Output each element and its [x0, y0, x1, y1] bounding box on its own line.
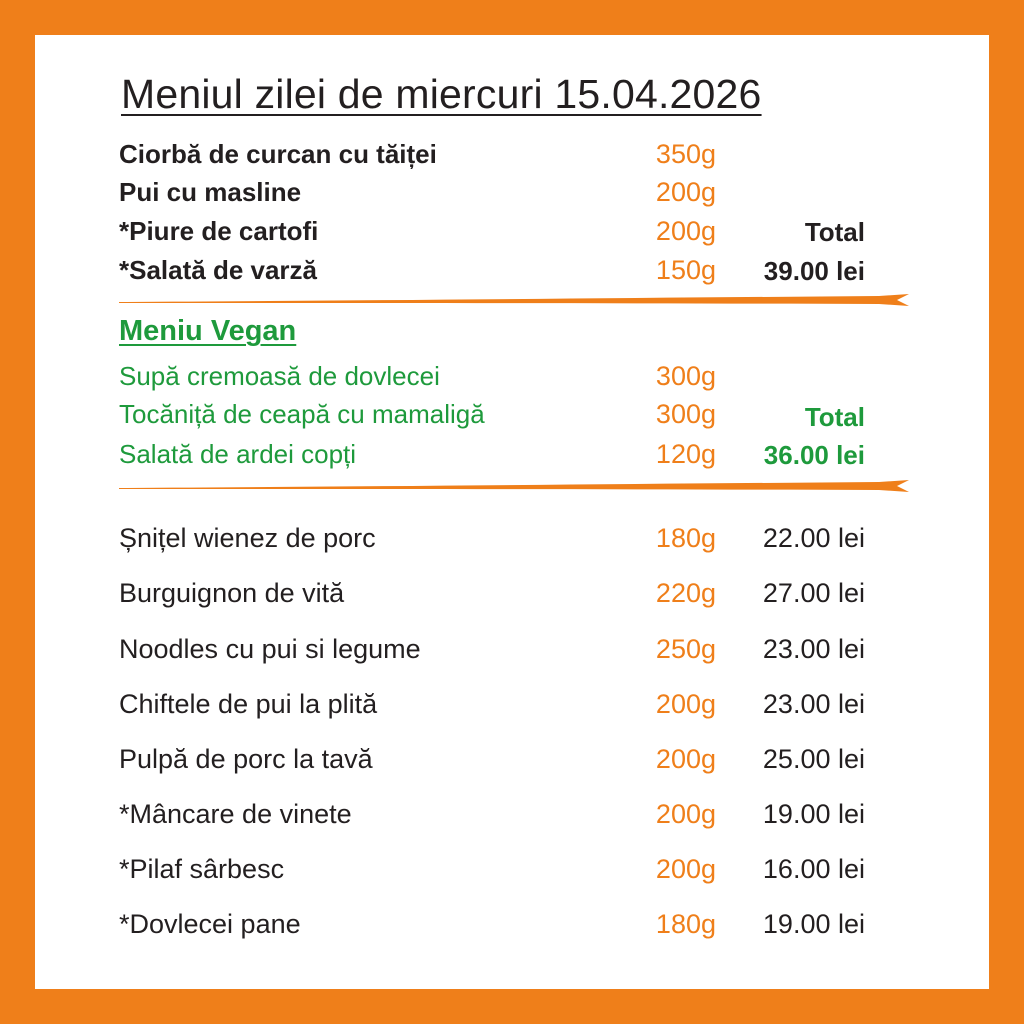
item-price: 27.00 lei [762, 578, 865, 608]
item-name: *Salată de varză [119, 255, 318, 285]
item-name: Chiftele de pui la plită [119, 689, 378, 719]
item-price: 23.00 lei [762, 634, 865, 664]
item-price: 19.00 lei [762, 799, 865, 829]
item-weight: 180g [655, 523, 716, 553]
a-la-carte-item [35, 578, 989, 616]
daily-total-label: Total [804, 217, 865, 247]
item-weight: 200g [655, 689, 716, 719]
orange-divider [119, 478, 909, 494]
daily-total-value: 39.00 lei [763, 256, 865, 286]
item-name: Șnițel wienez de porc [119, 523, 376, 553]
item-price: 16.00 lei [762, 854, 865, 884]
item-name: Noodles cu pui si legume [119, 634, 421, 664]
item-name: *Pilaf sârbesc [119, 854, 285, 884]
a-la-carte-item [35, 689, 989, 727]
item-weight: 200g [655, 854, 716, 884]
daily-item [35, 177, 989, 215]
menu-card [35, 35, 989, 989]
vegan-total-value: 36.00 lei [763, 440, 865, 470]
item-name: *Mâncare de vinete [119, 799, 352, 829]
item-name: Salată de ardei copți [119, 439, 357, 469]
item-name: Burguignon de vită [119, 578, 345, 608]
menu-title: Meniul zilei de miercuri 15.04.2026 [121, 71, 762, 117]
vegan-item [35, 361, 989, 399]
vegan-total-label: Total [804, 402, 865, 432]
item-name: *Piure de cartofi [119, 216, 319, 246]
a-la-carte-item [35, 634, 989, 672]
a-la-carte-item [35, 744, 989, 782]
item-weight: 120g [655, 439, 716, 469]
item-name: Ciorbă de curcan cu tăiței [119, 139, 437, 169]
orange-divider [119, 292, 909, 308]
item-name: *Dovlecei pane [119, 909, 301, 939]
item-weight: 220g [655, 578, 716, 608]
item-weight: 200g [655, 799, 716, 829]
item-price: 25.00 lei [762, 744, 865, 774]
item-name: Pulpă de porc la tavă [119, 744, 373, 774]
item-name: Pui cu masline [119, 177, 302, 207]
item-weight: 350g [655, 139, 716, 169]
item-weight: 200g [655, 216, 716, 246]
item-weight: 150g [655, 255, 716, 285]
item-weight: 200g [655, 177, 716, 207]
a-la-carte-item [35, 799, 989, 837]
item-weight: 300g [655, 399, 716, 429]
daily-item [35, 139, 989, 177]
item-price: 23.00 lei [762, 689, 865, 719]
item-price: 19.00 lei [762, 909, 865, 939]
item-weight: 300g [655, 361, 716, 391]
a-la-carte-item [35, 523, 989, 561]
item-weight: 180g [655, 909, 716, 939]
a-la-carte-item [35, 854, 989, 892]
vegan-heading: Meniu Vegan [119, 315, 297, 347]
item-name: Tocăniță de ceapă cu mamaligă [119, 399, 485, 429]
a-la-carte-item [35, 909, 989, 947]
item-price: 22.00 lei [762, 523, 865, 553]
item-weight: 200g [655, 744, 716, 774]
item-weight: 250g [655, 634, 716, 664]
item-name: Supă cremoasă de dovlecei [119, 361, 440, 391]
